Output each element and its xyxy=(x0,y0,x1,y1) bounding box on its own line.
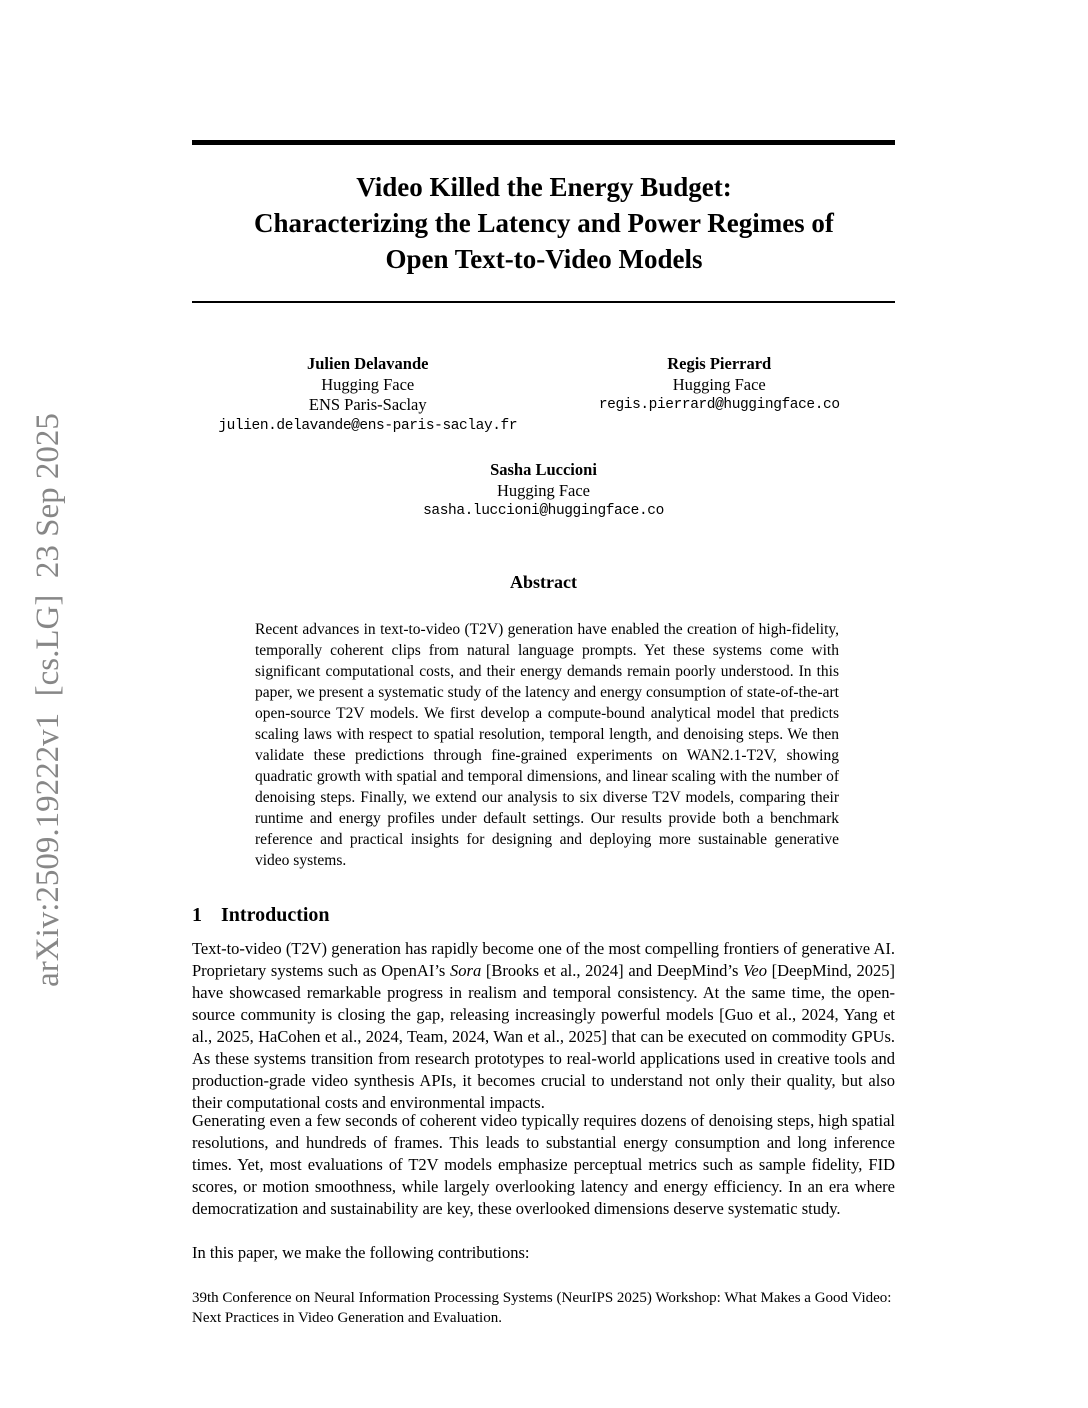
abstract-heading: Abstract xyxy=(510,572,577,592)
introduction-paragraph-2: Generating even a few seconds of coherent video typically requires dozens of denoising steps, high spatial resolutions, and hundreds of frames. This leads to substantial energy consumption and long inference times. Yet, most evaluations of T2V models emphasize perceptual metrics such as sample fidelity, FID scores, or motion smoothness, while largely overlooking latency and energy efficiency. In an era where democratization and sustainability are key, these overlooked dimensions deserve systematic study. xyxy=(192,1111,895,1218)
author-name: Julien Delavande xyxy=(307,354,429,373)
section-number: 1 xyxy=(192,904,202,926)
authors-row xyxy=(192,354,895,436)
paper-title xyxy=(96,169,992,277)
author-block-1 xyxy=(192,354,544,436)
author-affiliation: Hugging Face xyxy=(672,374,766,394)
author-email: sasha.luccioni@huggingface.co xyxy=(423,503,664,519)
conference-footnote: 39th Conference on Neural Information Processing Systems (NeurIPS 2025) Workshop: What Makes a Good Video: Next Practices in Video Generation and Evaluation. xyxy=(192,1290,892,1326)
title-line-3: Open Text-to-Video Models xyxy=(385,244,703,274)
arxiv-watermark: arXiv:2509.19222v1 [cs.LG] 23 Sep 2025 xyxy=(30,413,66,987)
section-heading-introduction xyxy=(192,904,330,927)
author-email: julien.delavande@ens-paris-saclay.fr xyxy=(218,417,518,434)
author-affiliation: Hugging Face xyxy=(321,374,415,394)
author-affiliation: ENS Paris-Saclay xyxy=(308,395,427,414)
author-name: Regis Pierrard xyxy=(667,354,772,373)
abstract-text: Recent advances in text-to-video (T2V) generation have enabled the creation of high-fidelity, temporally coherent clips from natural language prompts. Yet these systems come with significant computational costs, and their energy demands remain poorly understood. In this paper, we present a systematic study of the latency and energy consumption of state-of-the-art open-source T2V models. We first develop a compute-bound analytical model that predicts scaling laws with respect to spatial resolution, temporal length, and denoising steps. We then validate these predictions through fine-grained experiments on WAN2.1-T2V, showing quadratic growth with spatial and temporal dimensions, and linear scaling with the number of denoising steps. Finally, we extend our analysis to six diverse T2V models, comparing their runtime and energy profiles under default settings. Our results provide both a benchmark reference and practical insights for designing and deploying more sustainable generative video systems. xyxy=(255,621,839,869)
title-rule-top xyxy=(192,140,895,145)
author-block-3 xyxy=(192,460,895,522)
author-name: Sasha Luccioni xyxy=(490,460,597,479)
title-line-1: Video Killed the Energy Budget: xyxy=(356,172,732,202)
introduction-paragraph-1: Text-to-video (T2V) generation has rapidly become one of the most compelling frontiers of generative AI. Proprietary systems such as OpenAI’s Sora [Brooks et al., 2024] and DeepMind’s Veo [DeepMind, 2025] have showcased remarkable progress in realism and temporal consistency. At the same time, the open-source community is closing the gap, releasing increasingly powerful models [Guo et al., 2024, Yang et al., 2025, HaCohen et al., 2024, Team, 2024, Wan et al., 2025] that can be executed on commodity GPUs. As these systems transition from research prototypes to real-world applications used in creative tools and production-grade video synthesis APIs, it becomes crucial to understand not only their quality, but also their computational costs and environmental impacts. xyxy=(192,939,895,1112)
section-title: Introduction xyxy=(221,904,330,926)
introduction-paragraph-3: In this paper, we make the following contributions: xyxy=(192,1243,530,1262)
author-email: regis.pierrard@huggingface.co xyxy=(598,397,840,413)
title-line-2: Characterizing the Latency and Power Regimes of xyxy=(254,208,834,238)
title-rule-bottom xyxy=(192,301,895,303)
author-block-2 xyxy=(544,354,896,436)
author-affiliation: Hugging Face xyxy=(496,480,591,500)
